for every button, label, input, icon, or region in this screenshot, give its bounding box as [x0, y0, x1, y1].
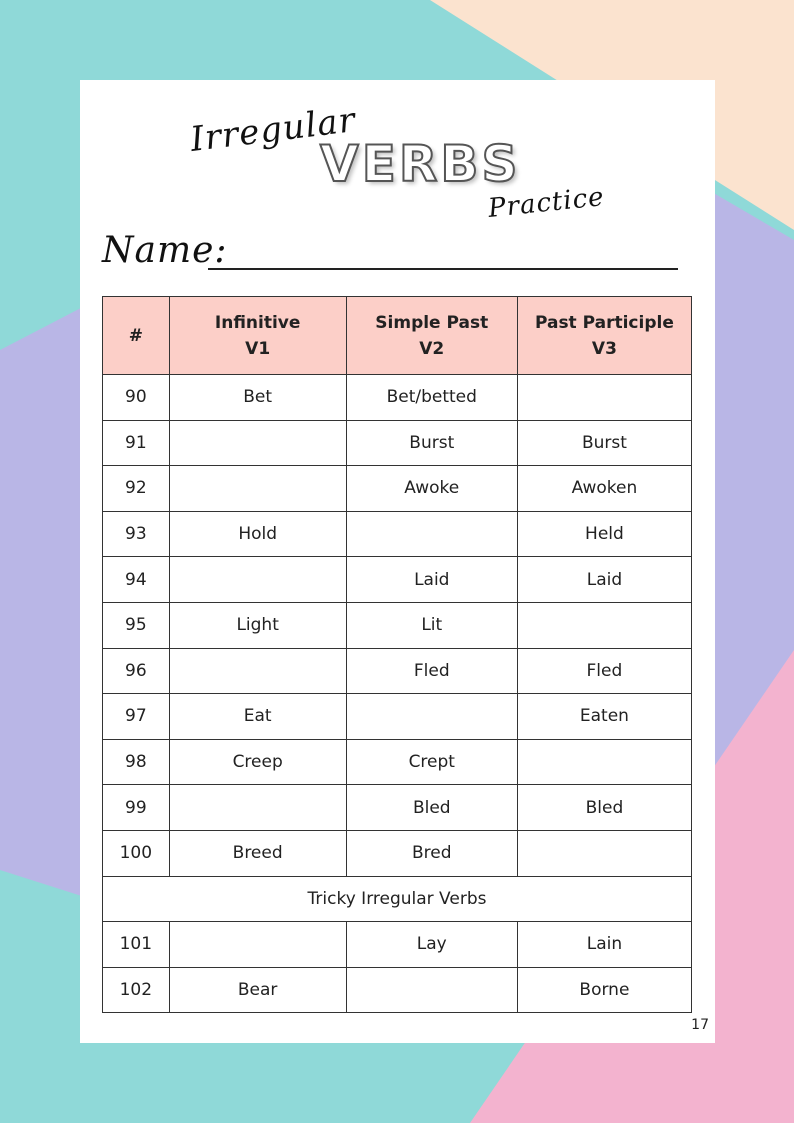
section-row — [103, 876, 692, 922]
title-practice: Practice — [486, 181, 606, 225]
table-header-row — [103, 297, 692, 375]
table-row — [103, 648, 692, 694]
cell-infinitive — [169, 420, 346, 466]
cell-number: 98 — [103, 739, 170, 785]
table-row — [103, 739, 692, 785]
cell-infinitive: Light — [169, 602, 346, 648]
cell-number: 90 — [103, 375, 170, 421]
cell-past-participle — [517, 602, 691, 648]
cell-number: 99 — [103, 785, 170, 831]
cell-simple-past: Bet/betted — [346, 375, 517, 421]
verbs-table — [102, 296, 692, 1013]
cell-past-participle: Laid — [517, 557, 691, 603]
cell-number: 94 — [103, 557, 170, 603]
cell-past-participle: Lain — [517, 922, 691, 968]
table-row — [103, 511, 692, 557]
cell-number: 91 — [103, 420, 170, 466]
table-row — [103, 420, 692, 466]
cell-number: 97 — [103, 694, 170, 740]
table-row — [103, 830, 692, 876]
cell-infinitive: Hold — [169, 511, 346, 557]
title-verbs: VERBS — [320, 135, 521, 193]
cell-infinitive — [169, 466, 346, 512]
header-infinitive: Infinitive V1 — [169, 297, 346, 375]
cell-simple-past: Bred — [346, 830, 517, 876]
cell-past-participle — [517, 830, 691, 876]
cell-number: 102 — [103, 967, 170, 1013]
header-simple-past: Simple Past V2 — [346, 297, 517, 375]
cell-number: 95 — [103, 602, 170, 648]
cell-infinitive — [169, 557, 346, 603]
cell-past-participle: Awoken — [517, 466, 691, 512]
cell-past-participle: Borne — [517, 967, 691, 1013]
cell-simple-past: Laid — [346, 557, 517, 603]
cell-simple-past: Burst — [346, 420, 517, 466]
cell-number: 93 — [103, 511, 170, 557]
cell-past-participle — [517, 739, 691, 785]
cell-infinitive: Breed — [169, 830, 346, 876]
page-number: 17 — [691, 1017, 709, 1033]
cell-past-participle: Burst — [517, 420, 691, 466]
cell-past-participle: Held — [517, 511, 691, 557]
table-row — [103, 375, 692, 421]
cell-infinitive: Bear — [169, 967, 346, 1013]
title-irregular: Irregular — [188, 100, 358, 160]
cell-simple-past: Lit — [346, 602, 517, 648]
name-label: Name: — [102, 230, 228, 271]
cell-simple-past: Lay — [346, 922, 517, 968]
cell-infinitive — [169, 922, 346, 968]
table-row — [103, 785, 692, 831]
cell-simple-past — [346, 967, 517, 1013]
table-row — [103, 922, 692, 968]
cell-infinitive — [169, 785, 346, 831]
cell-infinitive: Creep — [169, 739, 346, 785]
name-underline — [208, 268, 678, 270]
header-past-participle: Past Participle V3 — [517, 297, 691, 375]
cell-past-participle: Eaten — [517, 694, 691, 740]
cell-number: 92 — [103, 466, 170, 512]
table-row — [103, 557, 692, 603]
cell-simple-past: Fled — [346, 648, 517, 694]
cell-number: 100 — [103, 830, 170, 876]
cell-simple-past — [346, 511, 517, 557]
cell-simple-past: Bled — [346, 785, 517, 831]
table-row — [103, 694, 692, 740]
cell-past-participle — [517, 375, 691, 421]
table-row — [103, 967, 692, 1013]
cell-number: 96 — [103, 648, 170, 694]
cell-simple-past — [346, 694, 517, 740]
cell-infinitive: Eat — [169, 694, 346, 740]
cell-simple-past: Awoke — [346, 466, 517, 512]
cell-number: 101 — [103, 922, 170, 968]
cell-simple-past: Crept — [346, 739, 517, 785]
table-row — [103, 466, 692, 512]
worksheet-page — [80, 80, 715, 1043]
cell-infinitive: Bet — [169, 375, 346, 421]
cell-past-participle: Bled — [517, 785, 691, 831]
cell-past-participle: Fled — [517, 648, 691, 694]
cell-infinitive — [169, 648, 346, 694]
table-row — [103, 602, 692, 648]
header-number: # — [103, 297, 170, 375]
section-label: Tricky Irregular Verbs — [103, 876, 692, 922]
